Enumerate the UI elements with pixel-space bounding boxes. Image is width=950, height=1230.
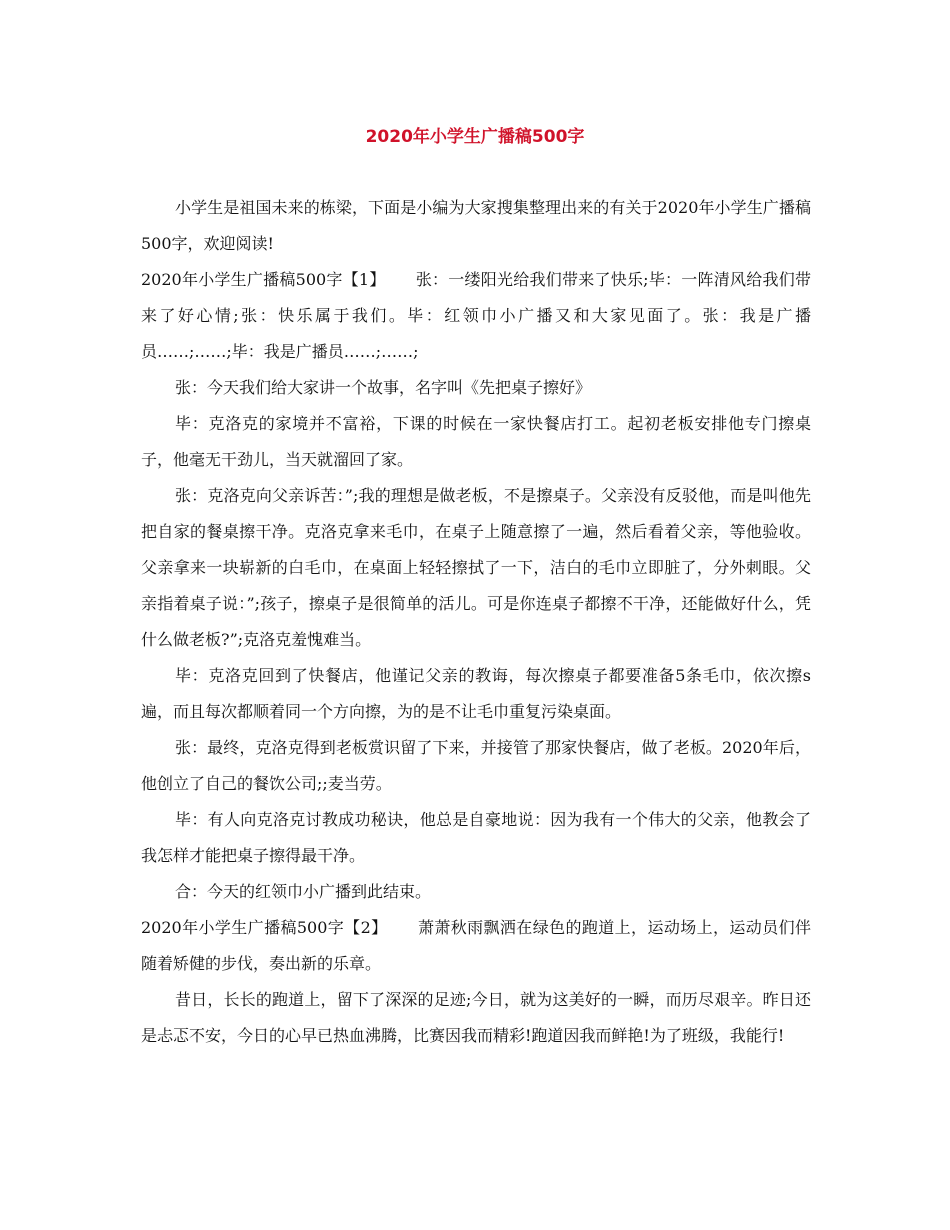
paragraph-7: 毕：有人向克洛克讨教成功秘诀，他总是自豪地说：因为我有一个伟大的父亲，他教会了我怎样才能把桌子擦得最干净。 bbox=[141, 810, 811, 865]
section-1-text: 张：一缕阳光给我们带来了快乐;毕：一阵清风给我们带来了好心情;张：快乐属于我们。毕：红领巾小广播又和大家见面了。张：我是广播员……;……;毕：我是广播员……;……; bbox=[141, 270, 811, 361]
paragraph-2: 张：今天我们给大家讲一个故事，名字叫《先把桌子擦好》 bbox=[175, 378, 592, 397]
paragraph-5: 毕：克洛克回到了快餐店，他谨记父亲的教诲，每次擦桌子都要准备5条毛巾，依次擦s遍，而且每次都顺着同一个方向擦，为的是不让毛巾重复污染桌面。 bbox=[141, 666, 811, 721]
paragraph-6: 张：最终，克洛克得到老板赏识留了下来，并接管了那家快餐店，做了老板。2020年后，他创立了自己的餐饮公司;;麦当劳。 bbox=[141, 738, 811, 793]
paragraph-10: 昔日，长长的跑道上，留下了深深的足迹;今日，就为这美好的一瞬，而历尽艰辛。昨日还是忐忑不安，今日的心早已热血沸腾，比赛因我而精彩!跑道因我而鲜艳!为了班级，我能行! bbox=[141, 990, 811, 1045]
section-2-text: 萧萧秋雨飘洒在绿色的跑道上，运动场上，运动员们伴随着矫健的步伐，奏出新的乐章。 bbox=[141, 918, 811, 973]
paragraph-8: 合：今天的红领巾小广播到此结束。 bbox=[175, 882, 432, 901]
document-title: 2020年小学生广播稿500字 bbox=[365, 127, 585, 147]
paragraph-section-1 bbox=[141, 262, 811, 370]
section-heading-2: 2020年小学生广播稿500字【2】 bbox=[141, 918, 388, 937]
paragraph-section-2 bbox=[141, 910, 811, 982]
paragraph-intro: 小学生是祖国未来的栋梁，下面是小编为大家搜集整理出来的有关于2020年小学生广播稿500字，欢迎阅读! bbox=[141, 198, 811, 253]
paragraph-4: 张：克洛克向父亲诉苦：”;我的理想是做老板，不是擦桌子。父亲没有反驳他，而是叫他先把自家的餐桌擦干净。克洛克拿来毛巾，在桌子上随意擦了一遍，然后看着父亲，等他验收。父亲拿来一块崭新的白毛巾，在桌面上轻轻擦拭了一下，洁白的毛巾立即脏了，分外刺眼。父亲指着桌子说：”;孩子，擦桌子是很简单的活儿。可是你连桌子都擦不干净，还能做好什么，凭什么做老板?”;克洛克羞愧难当。 bbox=[141, 486, 811, 649]
paragraph-3: 毕：克洛克的家境并不富裕，下课的时候在一家快餐店打工。起初老板安排他专门擦桌子，他毫无干劲儿，当天就溜回了家。 bbox=[141, 414, 811, 469]
document-body bbox=[141, 190, 811, 1054]
section-heading-1: 2020年小学生广播稿500字【1】 bbox=[141, 270, 386, 289]
